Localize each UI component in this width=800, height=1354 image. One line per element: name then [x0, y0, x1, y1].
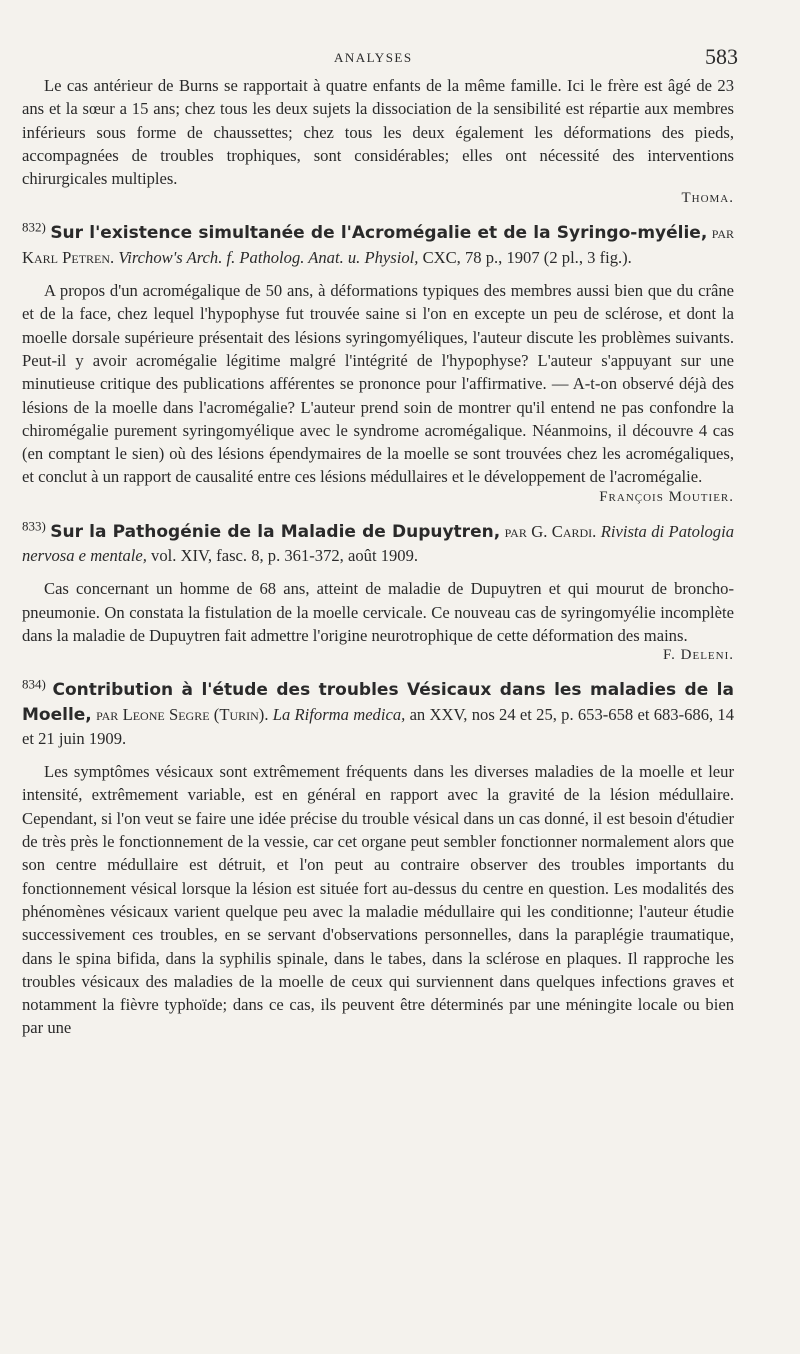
article-byline: par Karl Petren. — [22, 223, 735, 267]
article-details: CXC, 78 p., 1907 (2 pl., 3 fig.). — [422, 247, 632, 267]
article-heading — [22, 221, 734, 269]
article-source: Rivista di Patologia nervosa e mentale, — [22, 521, 735, 566]
article-number: 832) — [22, 219, 46, 235]
article-heading — [22, 678, 734, 750]
article-body: Cas concernant un homme de 68 ans, atteint de maladie de Dupuytren et qui mourut de broncho-pneumonie. On constata la fistulation de la moelle cervicale. Ce nouveau cas de syringomyélie incomplète dans la maladie de Dupuytren fait admettre l'origine neurotrophique de cette déformation des mains. — [22, 579, 734, 645]
article-833 — [22, 520, 734, 664]
article-source: Virchow's Arch. f. Patholog. Anat. u. Physiol, — [118, 247, 419, 267]
article-details: vol. XIV, fasc. 8, p. 361-372, août 1909. — [151, 546, 419, 566]
article-834 — [22, 678, 734, 1039]
page-header — [22, 44, 738, 74]
article-number: 833) — [22, 518, 46, 534]
intro-paragraph: Le cas antérieur de Burns se rapportait à quatre enfants de la même famille. Ici le frère est âgé de 23 ans et la sœur a 15 ans; chez tous les deux sujets la dissociation de la sensibilité est répartie aux membres inférieurs sous forme de chaussettes; chez tous les deux également les déformations des pieds, accompagnées de troubles trophiques, sont considérables; elles ont nécessité des interventions chirurgicales multiples. — [22, 76, 734, 189]
article-details: an XXV, nos 24 et 25, p. 653-658 et 683-686, 14 et 21 juin 1909. — [22, 704, 735, 748]
article-body: Les symptômes vésicaux sont extrêmement fréquents dans les diverses maladies de la moelle et leur intensité, extrêmement variable, est en général en rapport avec la gravité de la lésion médullaire. Cependant, si l'on veut se faire une idée précise du trouble vésical dans un cas donné, il est besoin d'étudier de très près le fonctionnement de la vessie, car cet organe peut sembler fonctionner normalement alors que son centre médullaire est détruit, et l'on peut au contraire observer des troubles importants du fonctionnement vésical lorsque la lésion est située fort au-dessus du centre en question. Les modalités des phénomènes vésicaux varient quelque peu avec la maladie médullaire qui les conditionne; l'auteur étudie successivement ces troubles, en se servant d'observations personnelles, dans la paraplégie traumatique, dans le spina bifida, dans la syphilis spinale, dans le tabes, dans la sclérose en plaques. Il rapproche les troubles vésicaux des maladies de la moelle de ceux qui surviennent dans quelques infections graves et notamment la fièvre typhoïde; dans ce cas, ils peuvent être déterminés par une méningite locale ou bien par une — [22, 762, 734, 1038]
article-byline: par G. Cardi. — [504, 521, 597, 541]
article-signature: François Moutier. — [599, 488, 734, 505]
article-signature: F. Deleni. — [663, 647, 734, 664]
intro-signature: Thoma. — [681, 190, 734, 207]
running-title: ANALYSES — [334, 50, 413, 65]
article-source: La Riforma medica, — [272, 704, 406, 724]
journal-page — [22, 44, 738, 1040]
article-byline: par Leone Segre (Turin). — [96, 704, 269, 724]
article-title: Sur la Pathogénie de la Maladie de Dupuytren, — [50, 521, 501, 542]
page-number: 583 — [705, 44, 738, 69]
article-heading — [22, 520, 734, 568]
article-title: Sur l'existence simultanée de l'Acromégalie et de la Syringo-myélie, — [50, 223, 708, 244]
article-title: Contribution à l'étude des troubles Vésicaux dans les maladies de la Moelle, — [22, 680, 734, 725]
article-number: 834) — [22, 676, 46, 692]
article-body: A propos d'un acromégalique de 50 ans, à déformations typiques des membres aussi bien que du crâne et de la face, chez lequel l'hypophyse fut trouvée saine si l'on en excepte un peu de sclérose, et dont la moelle dorsale supérieure présentait des lésions syringomyéliques, l'auteur discute les problèmes suivants. Peut-il y avoir acromégalie légitime malgré l'intégrité de l'hypophyse? L'auteur s'appuyant sur une minutieuse critique des publications afférentes se prononce pour l'affirmative. — A-t-on observé déjà des lésions de la moelle dans l'acromégalie? L'auteur prend soin de montrer qu'il entend ne pas confondre la chiromégalie purement syringomyélique avec le syndrome acromégalique. Néanmoins, il découvre 4 cas (en comptant le sien) où des lésions épendymaires de la moelle se sont trouvées chez les acromégaliques, et conclut à un rapport de causalité entre ces lésions médullaires et le développement de l'acromégalie. — [22, 281, 734, 487]
article-832 — [22, 221, 734, 505]
